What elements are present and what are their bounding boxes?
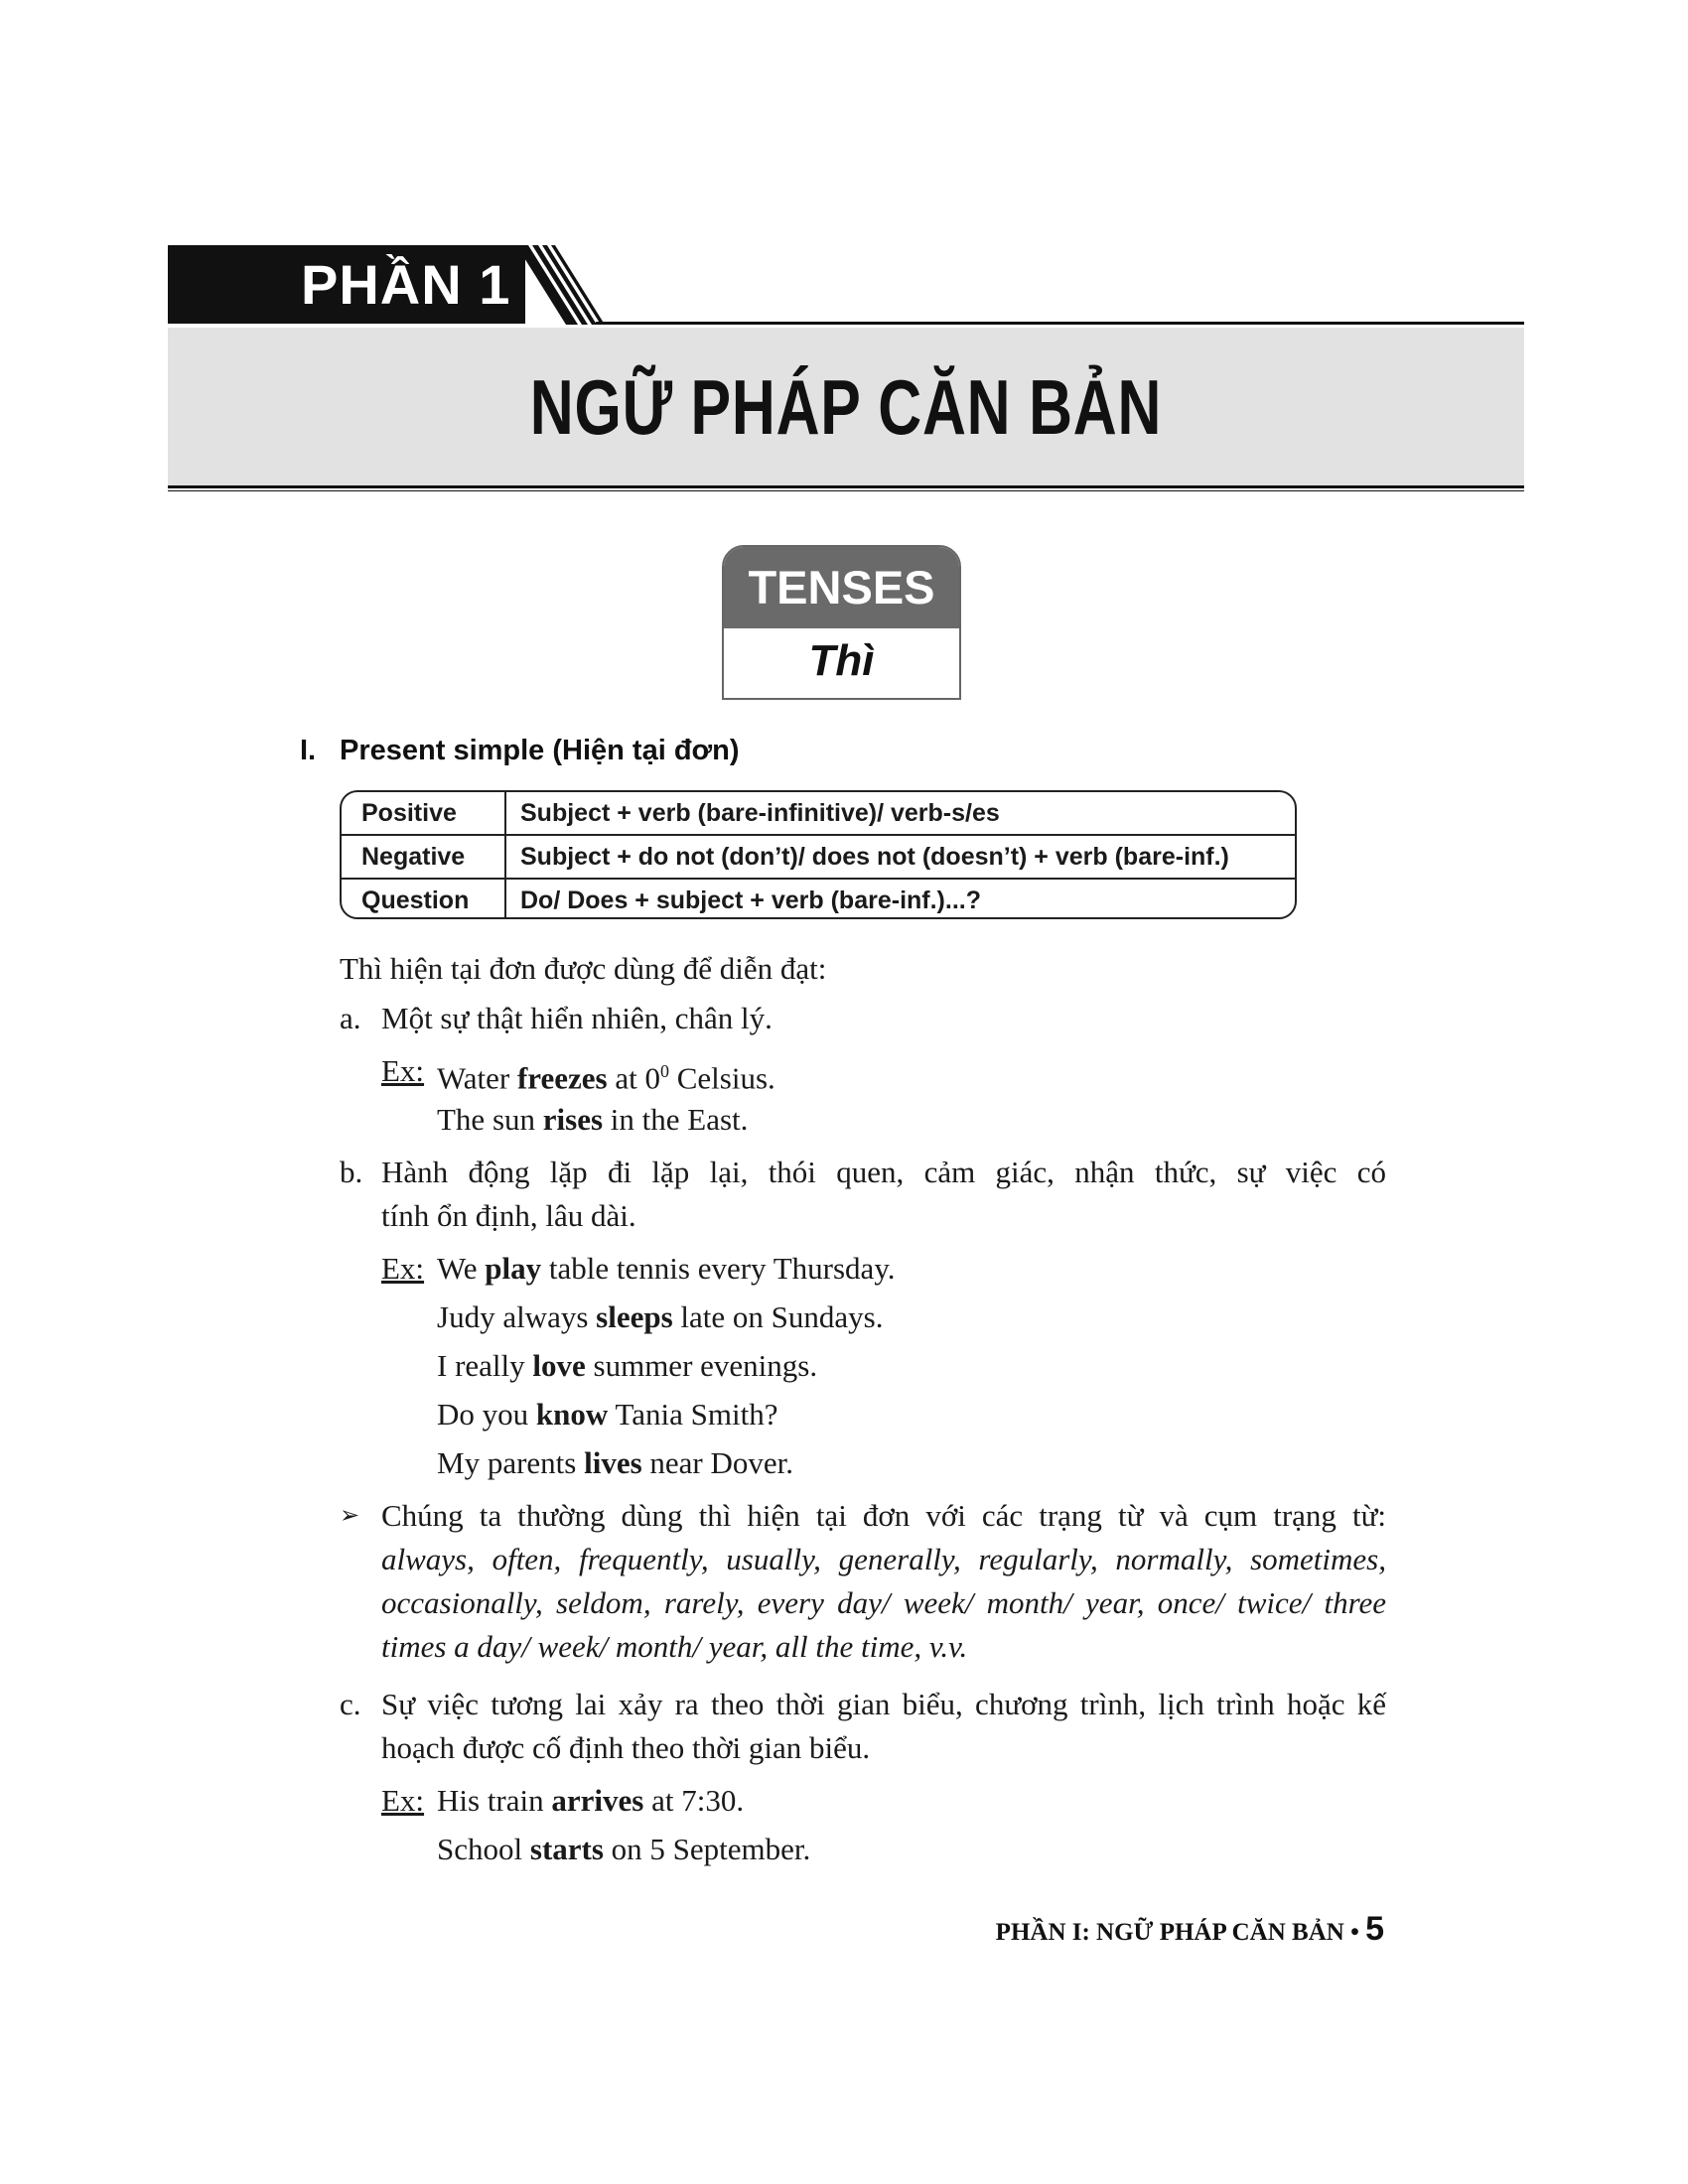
example-verb: know xyxy=(535,1397,609,1432)
formula-row-negative xyxy=(342,836,1295,880)
use-c-text-line1: Sự việc tương lai xảy ra theo thời gian biểu, chương trình, lịch trình hoặc kế xyxy=(381,1687,1386,1721)
ex-label: Ex: xyxy=(381,1783,425,1818)
example-line: Judy always sleeps late on Sundays. xyxy=(437,1299,884,1334)
use-b-marker: b. xyxy=(340,1155,363,1189)
use-a-text: Một sự thật hiển nhiên, chân lý. xyxy=(381,1001,773,1035)
part-rule-top xyxy=(596,322,1524,325)
page-footer xyxy=(996,1910,1384,1949)
intro-text: Thì hiện tại đơn được dùng để diễn đạt: xyxy=(340,951,827,986)
note-adverbs-line1: always, often, frequently, usually, generally, regularly, normally, sometimes, xyxy=(381,1542,1386,1576)
example-verb: rises xyxy=(542,1102,604,1137)
example-line: We play table tennis every Thursday. xyxy=(437,1251,896,1286)
note-line1: Chúng ta thường dùng thì hiện tại đơn với các trạng từ và cụm trạng từ: xyxy=(381,1498,1386,1533)
formula-structure: Do/ Does + subject + verb (bare-inf.)...? xyxy=(520,887,981,914)
section-title: Present simple (Hiện tại đơn) xyxy=(340,735,740,766)
example-verb: sleeps xyxy=(596,1299,673,1334)
formula-label: Negative xyxy=(342,836,506,878)
example-verb: lives xyxy=(584,1445,642,1480)
example-line: The sun rises in the East. xyxy=(437,1102,749,1137)
example-row xyxy=(381,1247,424,1291)
part-title: NGỮ PHÁP CĂN BẢN xyxy=(529,363,1163,451)
use-a-marker: a. xyxy=(340,1001,361,1035)
tenses-subtitle: Thì xyxy=(808,636,875,685)
part-tab: PHẦN 1 xyxy=(168,245,525,324)
part-stripes-decoration xyxy=(516,245,606,325)
note-adverbs-line2: occasionally, seldom, rarely, every day/ week/ month/ year, once/ twice/ three xyxy=(381,1585,1386,1620)
footer-label: PHẦN I: NGỮ PHÁP CĂN BẢN xyxy=(995,1919,1344,1946)
formula-row-question xyxy=(342,880,1295,919)
tenses-box xyxy=(722,545,961,700)
formula-label: Question xyxy=(342,880,506,919)
formula-label: Positive xyxy=(342,792,506,834)
formula-table xyxy=(340,790,1297,919)
example-line: Water freezes at $0^0$ Celsius. xyxy=(437,1060,775,1096)
formula-structure: Subject + do not (don’t)/ does not (doesn’t) + verb (bare-inf.) xyxy=(520,843,1229,871)
page-number: 5 xyxy=(1365,1910,1384,1948)
note-adverbs-line3: times a day/ week/ month/ year, all the time, v.v. xyxy=(381,1629,968,1664)
section-heading xyxy=(300,735,740,767)
example-verb: freezes xyxy=(516,1060,608,1096)
ex-label: Ex: xyxy=(381,1251,425,1286)
use-b-text-line1: Hành động lặp đi lặp lại, thói quen, cảm giác, nhận thức, sự việc có xyxy=(381,1155,1386,1189)
tenses-title: TENSES xyxy=(724,547,959,628)
ex-label: Ex: xyxy=(381,1053,425,1088)
use-b-text-line2: tính ổn định, lâu dài. xyxy=(381,1198,636,1233)
example-row xyxy=(381,1779,424,1823)
use-c-text-line2: hoạch được cố định theo thời gian biểu. xyxy=(381,1730,871,1765)
example-verb: starts xyxy=(529,1832,604,1866)
example-verb: play xyxy=(485,1251,542,1286)
example-line: Do you know Tania Smith? xyxy=(437,1397,778,1432)
example-row xyxy=(381,1049,424,1093)
part-rule-bottom xyxy=(168,485,1524,488)
arrow-bullet-icon: ➢ xyxy=(340,1503,360,1529)
section-number: I. xyxy=(300,735,317,766)
use-c-marker: c. xyxy=(340,1687,361,1721)
example-line: School starts on 5 September. xyxy=(437,1832,811,1866)
formula-row-positive xyxy=(342,792,1295,836)
example-line: I really love summer evenings. xyxy=(437,1348,818,1383)
example-verb: love xyxy=(532,1348,586,1383)
example-verb: arrives xyxy=(551,1783,644,1818)
footer-bullet: • xyxy=(1350,1919,1359,1946)
formula-structure: Subject + verb (bare-infinitive)/ verb-s/es xyxy=(520,799,1000,827)
part-rule-bottom-thin xyxy=(168,490,1524,491)
example-line: My parents lives near Dover. xyxy=(437,1445,794,1480)
example-line: His train arrives at 7:30. xyxy=(437,1783,745,1818)
